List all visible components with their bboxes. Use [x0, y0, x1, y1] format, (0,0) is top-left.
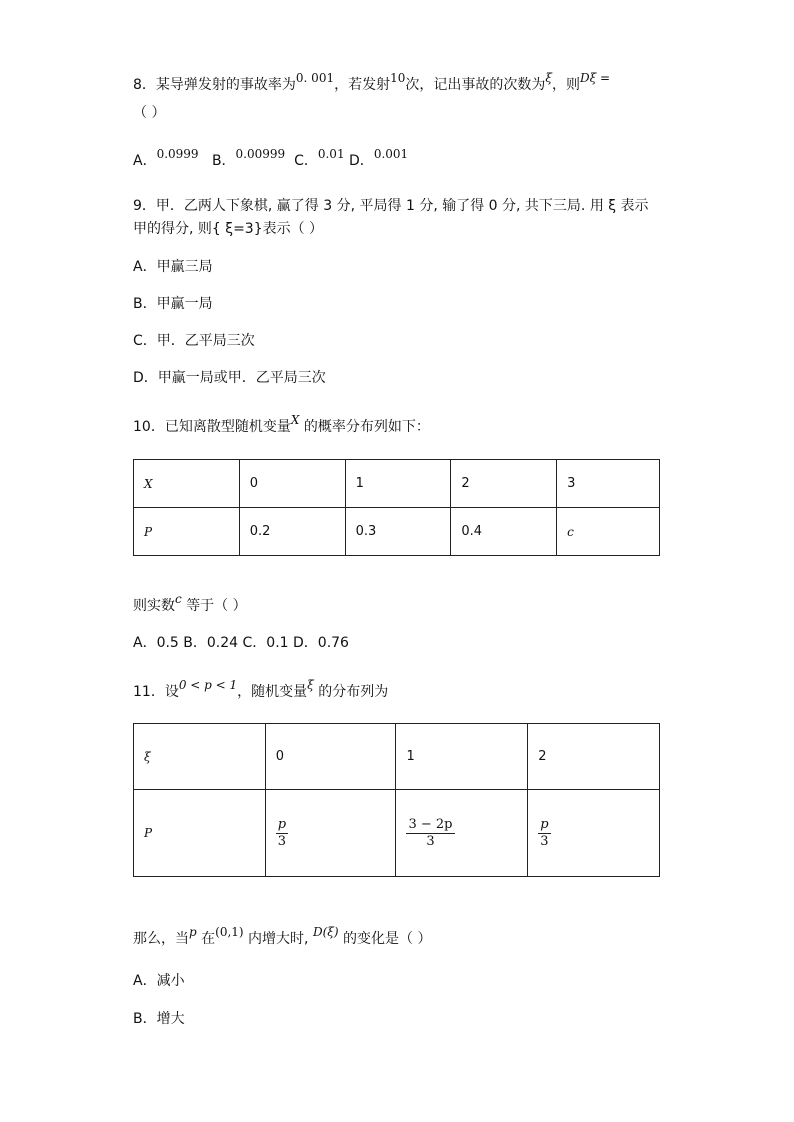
q9-option-a: A．甲赢三局	[133, 259, 213, 275]
table-cell	[265, 790, 396, 877]
q8-paren: （ ）	[133, 105, 166, 121]
table-row	[134, 724, 660, 790]
q9-line1: 9．甲．乙两人下象棋, 赢了得 3 分, 平局得 1 分, 输了得 0 分, 共下三局. 用 ξ 表示	[133, 198, 649, 214]
table-cell: P	[134, 790, 266, 877]
fraction: $\frac{3 - 2p}{3}$	[408, 816, 453, 849]
q11-option-b: B．增大	[133, 1011, 185, 1027]
q10-question: 则实数c 等于（ ）	[133, 592, 247, 614]
q9-option-d: D．甲赢一局或甲．乙平局三次	[133, 370, 326, 386]
table-cell: ξ	[134, 724, 266, 790]
q11-option-a: A．减小	[133, 973, 185, 989]
q9-option-b: B．甲赢一局	[133, 296, 213, 312]
table-cell	[528, 790, 660, 877]
q11-distribution-table	[133, 723, 660, 877]
fraction: $\frac{p}{3}$	[540, 816, 549, 849]
table-cell: 2	[528, 724, 660, 790]
q10-options: A．0.5 B．0.24 C．0.1 D．0.76	[133, 635, 349, 651]
table-cell: 0	[239, 460, 345, 508]
table-cell: X	[134, 460, 240, 508]
table-cell: 1	[345, 460, 451, 508]
table-row	[134, 790, 660, 877]
table-cell: 0.2	[239, 508, 345, 556]
table-cell: 0.3	[345, 508, 451, 556]
table-cell	[396, 790, 528, 877]
q11-stem: 11．设0 < p < 1，随机变量ξ 的分布列为	[133, 678, 389, 700]
q8-stem: 8．某导弹发射的事故率为0. 001，若发射10次，记出事故的次数为ξ，则Dξ =	[133, 71, 611, 93]
table-cell: 3	[557, 460, 660, 508]
table-row	[134, 508, 660, 556]
fraction: $\frac{p}{3}$	[277, 816, 287, 849]
q9-line2: 甲的得分, 则{ ξ=3}表示（ ）	[133, 221, 324, 237]
q9-option-c: C．甲．乙平局三次	[133, 333, 255, 349]
q8-options: A．0.0999 B．0.00999 C．0.01 D．0.001	[133, 147, 409, 169]
q10-stem: 10．已知离散型随机变量X 的概率分布列如下：	[133, 413, 430, 435]
table-row	[134, 460, 660, 508]
table-cell: 0	[265, 724, 396, 790]
table-cell: 0.4	[451, 508, 557, 556]
q10-distribution-table	[133, 459, 660, 556]
table-cell: 2	[451, 460, 557, 508]
table-cell: c	[557, 508, 660, 556]
q11-question: 那么，当p 在(0,1) 内增大时, D(ξ) 的变化是（ ）	[133, 925, 432, 947]
table-cell: P	[134, 508, 240, 556]
table-cell: 1	[396, 724, 528, 790]
